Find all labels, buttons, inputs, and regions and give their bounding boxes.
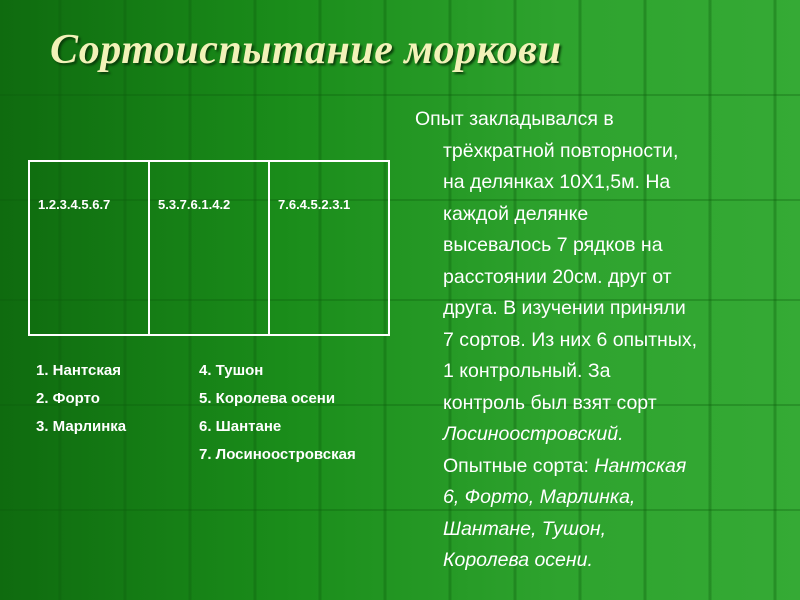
description-line <box>415 230 787 262</box>
variety-row <box>36 418 416 446</box>
variety-item: 5. Королева осени <box>199 390 336 407</box>
description-line <box>415 262 787 294</box>
description-text: Опытные сорта: <box>443 454 595 477</box>
variety-item: 4. Тушон <box>199 362 264 379</box>
variety-item: 7. Лосиноостровская <box>199 446 356 463</box>
description-line <box>415 514 787 546</box>
slide-title: Сортоиспытание моркови <box>50 27 562 73</box>
plot-layout-table <box>28 160 390 336</box>
description-text: 1 контрольный. За <box>443 360 611 382</box>
description-text: 7 сортов. Из них 6 опытных, <box>443 328 698 351</box>
variety-name: 6, Форто, Марлинка, <box>443 486 636 508</box>
plot-cell-1: 1.2.3.4.5.6.7 <box>30 162 150 334</box>
plot-cell-2: 5.3.7.6.1.4.2 <box>150 162 270 334</box>
description-text: контроль был взят сорт <box>443 391 657 414</box>
description-line <box>415 482 787 514</box>
description-line <box>415 104 787 136</box>
description-text: высевалось 7 рядков на <box>443 234 663 256</box>
variety-item: 1. Нантская <box>36 362 122 379</box>
variety-name: Шантане, Тушон, <box>443 517 606 540</box>
description-line <box>415 356 787 388</box>
description-line <box>415 325 787 357</box>
description-text: расстоянии 20см. друг от <box>443 265 672 288</box>
description-text: трёхкратной повторности, <box>443 139 679 162</box>
description-text: каждой делянке <box>443 202 589 225</box>
variety-list <box>36 362 416 474</box>
variety-row <box>36 362 416 390</box>
description-text: Опыт закладывался в <box>415 108 614 130</box>
variety-item: 2. Форто <box>36 390 100 407</box>
variety-row <box>36 446 416 474</box>
description-text: друга. В изучении приняли <box>443 297 686 319</box>
variety-item: 3. Марлинка <box>36 418 127 435</box>
description-line <box>415 419 787 451</box>
experiment-description <box>415 104 787 577</box>
variety-name: Нантская <box>594 454 687 477</box>
description-line <box>415 545 787 577</box>
variety-item: 6. Шантане <box>199 418 282 435</box>
variety-name: Королева осени. <box>443 549 593 571</box>
description-line <box>415 451 787 483</box>
description-text: на делянках 10Х1,5м. На <box>443 171 671 193</box>
control-variety: Лосиноостровский. <box>443 423 624 445</box>
description-line <box>415 293 787 325</box>
plot-cell-3: 7.6.4.5.2.3.1 <box>278 197 351 212</box>
description-line <box>415 199 787 231</box>
variety-row <box>36 390 416 418</box>
description-line <box>415 136 787 168</box>
description-line <box>415 167 787 199</box>
description-line <box>415 388 787 420</box>
